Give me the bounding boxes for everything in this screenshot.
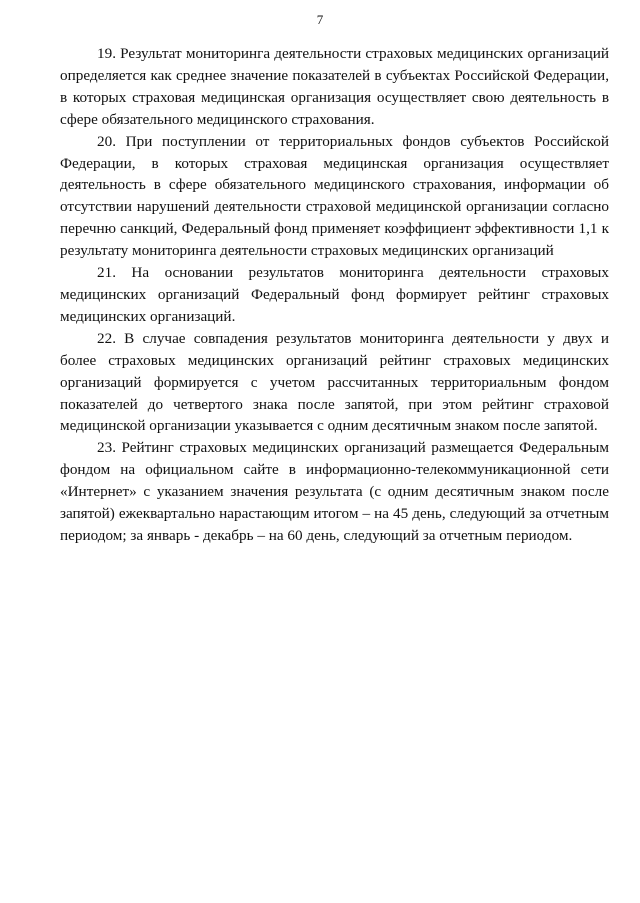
paragraph-20: 20. При поступлении от территориальных фондов субъектов Российской Федерации, в которых страховая медицинская организация осуществляет деятельность в сфере обязательного медицинского страхования, информации об отсутствии нарушений деятельности страховой медицинской организации согласно перечню санкций, Федеральный фонд применяет коэффициент эффективности 1,1 к результату мониторинга деятельности страховых медицинских организаций	[60, 132, 609, 260]
paragraph-19: 19. Результат мониторинга деятельности страховых медицинских организаций определяется как среднее значение показателей в субъектах Российской Федерации, в которых страховая медицинская организация осуществляет свою деятельность в сфере обязательного медицинского страхования.	[60, 45, 609, 128]
paragraph-21: 21. На основании результатов мониторинга деятельности страховых медицинских организаций Федеральный фонд формирует рейтинг страховых медицинских организаций.	[60, 264, 609, 325]
page-number: 7	[316, 12, 324, 27]
document-body	[60, 43, 609, 547]
paragraph-23: 23. Рейтинг страховых медицинских организаций размещается Федеральным фондом на официальном сайте в информационно-телекоммуникационной сети «Интернет» с указанием значения результата (с одним десятичным знаком после запятой) ежеквартально нарастающим итогом – на 45 день, следующий за отчетным периодом; за январь - декабрь – на 60 день, следующий за отчетным периодом.	[60, 439, 609, 544]
paragraph-22: 22. В случае совпадения результатов мониторинга деятельности у двух и более страховых медицинских организаций рейтинг страховых медицинских организаций формируется с учетом рассчитанных территориальным фондом показателей до четвертого знака после запятой, при этом рейтинг страховой медицинской организации указывается с одним десятичным знаком после запятой.	[60, 329, 609, 435]
